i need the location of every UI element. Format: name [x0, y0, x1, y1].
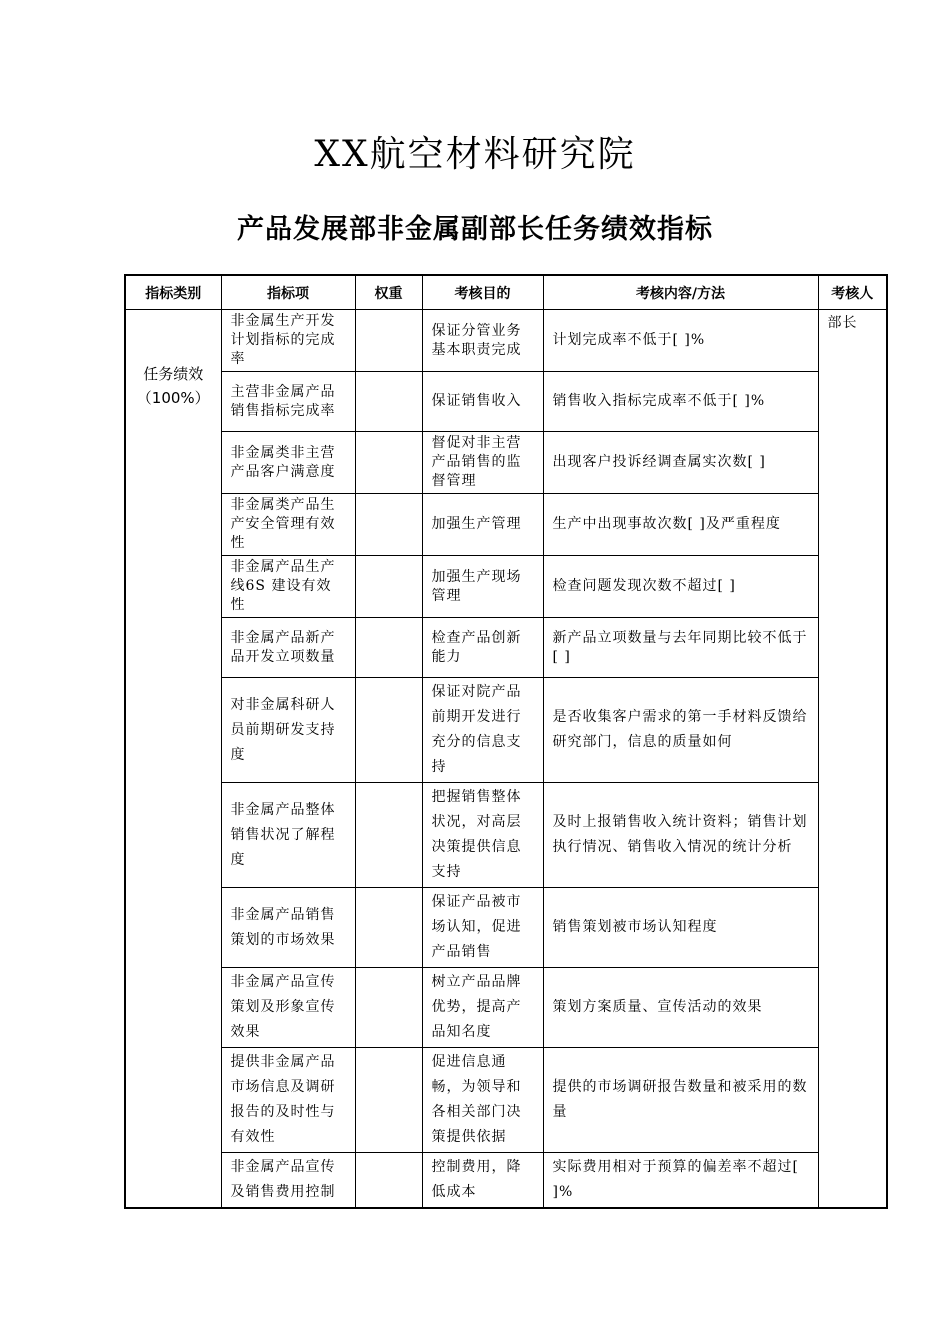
category-cell [125, 310, 221, 1209]
weight-cell [355, 556, 422, 618]
goal-cell: 树立产品品牌优势，提高产品知名度 [422, 968, 543, 1048]
item-cell: 非金属产品生产线6S 建设有效性 [221, 556, 355, 618]
weight-cell [355, 372, 422, 432]
weight-cell [355, 618, 422, 678]
method-cell: 新产品立项数量与去年同期比较不低于[ ] [543, 618, 818, 678]
header-item: 指标项 [221, 275, 355, 310]
goal-cell: 控制费用，降低成本 [422, 1153, 543, 1209]
header-weight: 权重 [355, 275, 422, 310]
header-category: 指标类别 [125, 275, 221, 310]
goal-cell: 促进信息通畅，为领导和各相关部门决策提供依据 [422, 1048, 543, 1153]
assessor-cell: 部长 [818, 310, 887, 1209]
header-assessor: 考核人 [818, 275, 887, 310]
item-cell: 非金属产品新产品开发立项数量 [221, 618, 355, 678]
weight-cell [355, 783, 422, 888]
item-cell: 非金属类非主营产品客户满意度 [221, 432, 355, 494]
table-row [125, 372, 887, 432]
goal-cell: 保证销售收入 [422, 372, 543, 432]
table-row [125, 783, 887, 888]
table-header-row [125, 275, 887, 310]
method-cell: 及时上报销售收入统计资料；销售计划执行情况、销售收入情况的统计分析 [543, 783, 818, 888]
table-row [125, 1048, 887, 1153]
weight-cell [355, 968, 422, 1048]
goal-cell: 加强生产现场管理 [422, 556, 543, 618]
goal-cell: 加强生产管理 [422, 494, 543, 556]
weight-cell [355, 432, 422, 494]
method-cell: 出现客户投诉经调查属实次数[ ] [543, 432, 818, 494]
weight-cell [355, 678, 422, 783]
category-name: 任务绩效 [143, 365, 204, 383]
method-cell: 销售策划被市场认知程度 [543, 888, 818, 968]
table-row [125, 888, 887, 968]
organization-title: XX航空材料研究院 [314, 134, 636, 175]
goal-cell: 把握销售整体状况，对高层决策提供信息支持 [422, 783, 543, 888]
header-goal: 考核目的 [422, 275, 543, 310]
document-title: 产品发展部非金属副部长任务绩效指标 [237, 214, 713, 245]
item-cell: 提供非金属产品市场信息及调研报告的及时性与有效性 [221, 1048, 355, 1153]
method-cell: 计划完成率不低于[ ]% [543, 310, 818, 372]
method-cell: 是否收集客户需求的第一手材料反馈给研究部门，信息的质量如何 [543, 678, 818, 783]
item-cell: 非金属产品宣传策划及形象宣传效果 [221, 968, 355, 1048]
method-cell: 生产中出现事故次数[ ]及严重程度 [543, 494, 818, 556]
table-row [125, 1153, 887, 1209]
weight-cell [355, 888, 422, 968]
table-row [125, 618, 887, 678]
header-method: 考核内容/方法 [543, 275, 818, 310]
goal-cell: 检查产品创新能力 [422, 618, 543, 678]
item-cell: 非金属产品销售策划的市场效果 [221, 888, 355, 968]
item-cell: 非金属生产开发计划指标的完成率 [221, 310, 355, 372]
goal-cell: 保证产品被市场认知，促进产品销售 [422, 888, 543, 968]
goal-cell: 保证对院产品前期开发进行充分的信息支持 [422, 678, 543, 783]
method-cell: 策划方案质量、宣传活动的效果 [543, 968, 818, 1048]
item-cell: 对非金属科研人员前期研发支持度 [221, 678, 355, 783]
category-weight: （100%） [136, 389, 210, 407]
kpi-table [124, 274, 888, 1209]
item-cell: 主营非金属产品销售指标完成率 [221, 372, 355, 432]
method-cell: 提供的市场调研报告数量和被采用的数量 [543, 1048, 818, 1153]
table-row [125, 432, 887, 494]
table-row [125, 556, 887, 618]
table-row [125, 678, 887, 783]
method-cell: 实际费用相对于预算的偏差率不超过[ ]% [543, 1153, 818, 1209]
item-cell: 非金属产品整体销售状况了解程度 [221, 783, 355, 888]
item-cell: 非金属产品宣传及销售费用控制 [221, 1153, 355, 1209]
table-row [125, 310, 887, 372]
method-cell: 检查问题发现次数不超过[ ] [543, 556, 818, 618]
table-row [125, 494, 887, 556]
weight-cell [355, 1048, 422, 1153]
goal-cell: 督促对非主营产品销售的监督管理 [422, 432, 543, 494]
weight-cell [355, 494, 422, 556]
table-row [125, 968, 887, 1048]
goal-cell: 保证分管业务基本职责完成 [422, 310, 543, 372]
weight-cell [355, 1153, 422, 1209]
weight-cell [355, 310, 422, 372]
method-cell: 销售收入指标完成率不低于[ ]% [543, 372, 818, 432]
item-cell: 非金属类产品生产安全管理有效性 [221, 494, 355, 556]
